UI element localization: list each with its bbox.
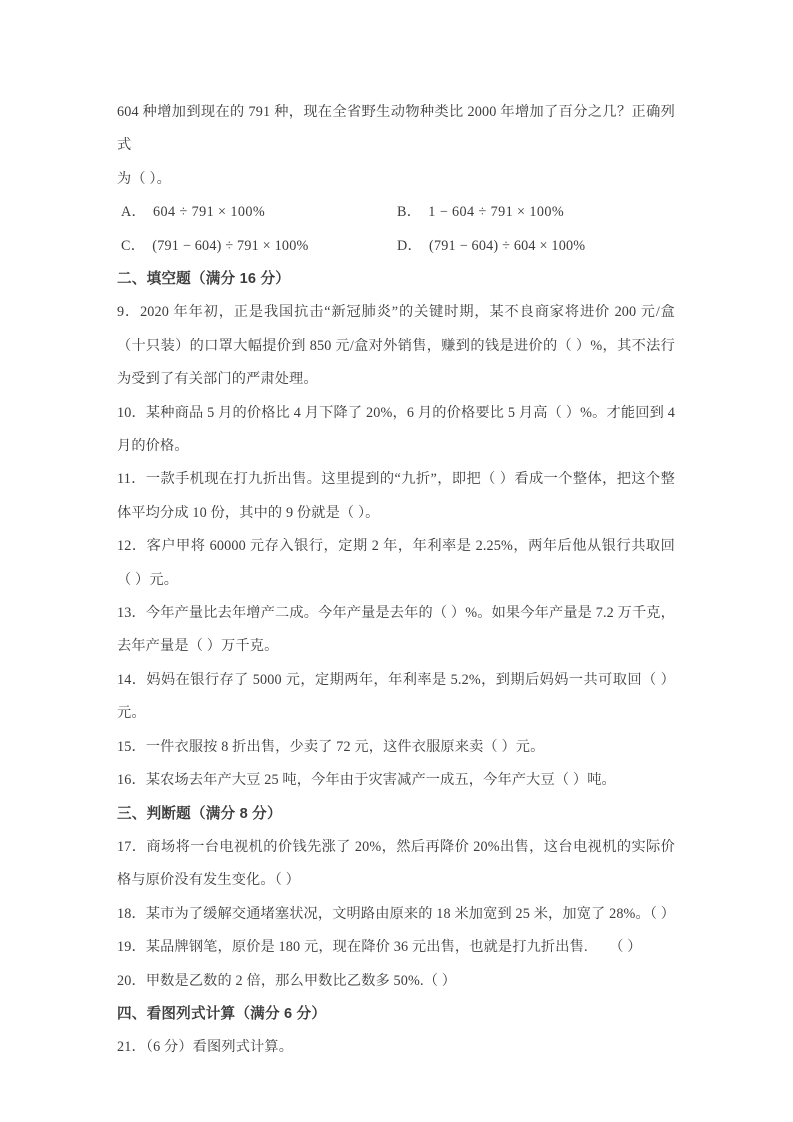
option-b-text: 1 − 604 ÷ 791 × 100% (428, 204, 565, 221)
question-15: 15．一件衣服按 8 折出售，少卖了 72 元，这件衣服原来卖（ ）元。 (117, 738, 545, 755)
question-8-stem-line-2: 为（ ）。 (117, 170, 171, 187)
section-heading-true-false: 三、判断题（满分 8 分） (117, 805, 282, 822)
question-19: 19．某品牌钢笔，原价是 180 元，现在降价 36 元出售，也就是打九折出售. （ ） (117, 939, 642, 956)
section-heading-fill-in-blank: 二、填空题（满分 16 分） (117, 271, 291, 287)
question-14: 14．妈妈在银行存了 5000 元，定期两年，年利率是 5.2%，到期后妈妈一共可取回（ ）元。 (117, 671, 675, 722)
question-20: 20．甲数是乙数的 2 倍，那么甲数比乙数多 50%.（ ） (117, 972, 457, 989)
question-17: 17．商场将一台电视机的价钱先涨了 20%，然后再降价 20%出售，这台电视机的实际价格与原价没有发生变化。（ ） (117, 838, 675, 889)
question-11: 11．一款手机现在打九折出售。这里提到的“九折”，即把（ ）看成一个整体，把这个整体平均分成 10 份，其中的 9 份就是（ ）。 (117, 471, 675, 521)
question-8-options-row-2 (117, 230, 675, 263)
option-b[interactable] (397, 196, 564, 229)
question-13: 13．今年产量比去年增产二成。今年产量是去年的（ ）%。如果今年产量是 7.2 万千克，去年产量是（ ）万千克。 (117, 605, 675, 655)
question-21: 21．（6 分）看图列式计算。 (117, 1039, 294, 1056)
option-c-letter: C． (121, 237, 146, 254)
question-12: 12．客户甲将 60000 元存入银行，定期 2 年，年利率是 2.25%，两年后他从银行共取回（ ）元。 (117, 538, 675, 588)
question-8-options-row-1 (117, 196, 675, 229)
section-heading-diagram-calculation: 四、看图列式计算（满分 6 分） (117, 1005, 327, 1022)
option-d-letter: D． (397, 237, 423, 254)
option-a-text: 604 ÷ 791 × 100% (153, 204, 266, 221)
option-c-text: (791 − 604) ÷ 791 × 100% (152, 237, 309, 254)
question-10: 10．某种商品 5 月的价格比 4 月下降了 20%，6 月的价格要比 5 月高（ ）%。才能回到 4 月的价格。 (117, 404, 675, 455)
option-c[interactable] (121, 230, 309, 263)
option-a[interactable] (121, 196, 265, 229)
option-b-letter: B． (397, 204, 422, 221)
page-content (117, 96, 675, 1065)
question-8-stem-line-1: 604 种增加到现在的 791 种，现在全省野生动物种类比 2000 年增加了百分之几？正确列式 (117, 104, 675, 154)
option-d[interactable] (397, 230, 585, 263)
question-9: 9．2020 年年初，正是我国抗击“新冠肺炎”的关键时期，某不良商家将进价 200 元/盒（十只装）的口罩大幅提价到 850 元/盒对外销售，赚到的钱是进价的（ ）%，其不法行为受到了有关部门的严肃处理。 (117, 304, 675, 388)
option-a-letter: A． (121, 204, 147, 221)
question-18: 18．某市为了缓解交通堵塞状况，文明路由原来的 18 米加宽到 25 米，加宽了 28%。（ ） (117, 905, 676, 922)
option-d-text: (791 − 604) ÷ 604 × 100% (429, 237, 586, 254)
question-16: 16．某农场去年产大豆 25 吨，今年由于灾害减产一成五，今年产大豆（ ）吨。 (117, 772, 616, 789)
